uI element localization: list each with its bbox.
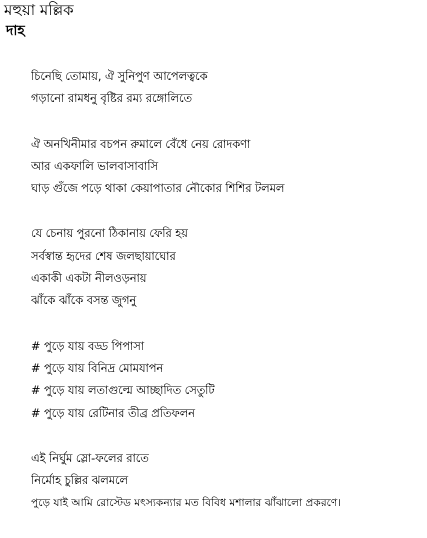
poem-line: ঝাঁকে ঝাঁকে বসন্ত জুগনু bbox=[31, 294, 137, 308]
poem-line: ঘাড় গুঁজে পড়ে থাকা কেয়াপাতার নৌকোর শিশির টলমল bbox=[31, 182, 285, 196]
poem-line: ঐ অনখিনীমার বচপন রুমালে বেঁধে নেয় রোদকণা bbox=[31, 137, 251, 151]
poem-line: # পুড়ে যায় রেটিনার তীব্র প্রতিফলন bbox=[31, 406, 195, 420]
poem-line: # পুড়ে যায় লতাগুল্মে আচ্ছাদিত সেতুটি bbox=[31, 384, 215, 398]
poem-title: দাহ bbox=[6, 23, 25, 39]
poem-line: এই নির্ঘুম স্লো-ফলের রাতে bbox=[31, 451, 149, 465]
poem-line: যে চেনায় পুরনো ঠিকানায় ফেরি হয় bbox=[31, 227, 188, 241]
poem-line: একাকী একটা নীলওড়নায় bbox=[31, 272, 147, 286]
stanza-1 bbox=[31, 66, 423, 111]
poem-line: # পুড়ে যায় বড্ড পিপাসা bbox=[31, 339, 145, 353]
stanza-2 bbox=[31, 134, 423, 201]
poem-line: গড়ানো রামধনু বৃষ্টির রম্য রঙ্গোলিতে bbox=[31, 92, 192, 106]
stanza-4 bbox=[31, 336, 423, 425]
stanza-3 bbox=[31, 223, 423, 312]
poem-body bbox=[31, 66, 423, 538]
author-name: মহুয়া মল্লিক bbox=[4, 1, 74, 19]
poem-line: পুড়ে যাই আমি রোস্টেড মৎস্যকন্যার মত বিবিধ মশালার ঝাঁঝালো প্রকরণে। bbox=[31, 497, 342, 510]
poem-line: নির্মোহ চুল্লির ঝলমলে bbox=[31, 474, 128, 488]
poem-line: সর্বস্বান্ত হৃদের শেষ জলছায়াঘোর bbox=[31, 249, 176, 263]
poem-line: # পুড়ে যায় বিনিদ্র মোমযাপন bbox=[31, 361, 164, 375]
poem-line: চিনেছি তোমায়, ঐ সুনিপুণ আপেলত্বকে bbox=[31, 70, 208, 83]
poem-line: আর একফালি ভালবাসাবাসি bbox=[31, 159, 158, 173]
